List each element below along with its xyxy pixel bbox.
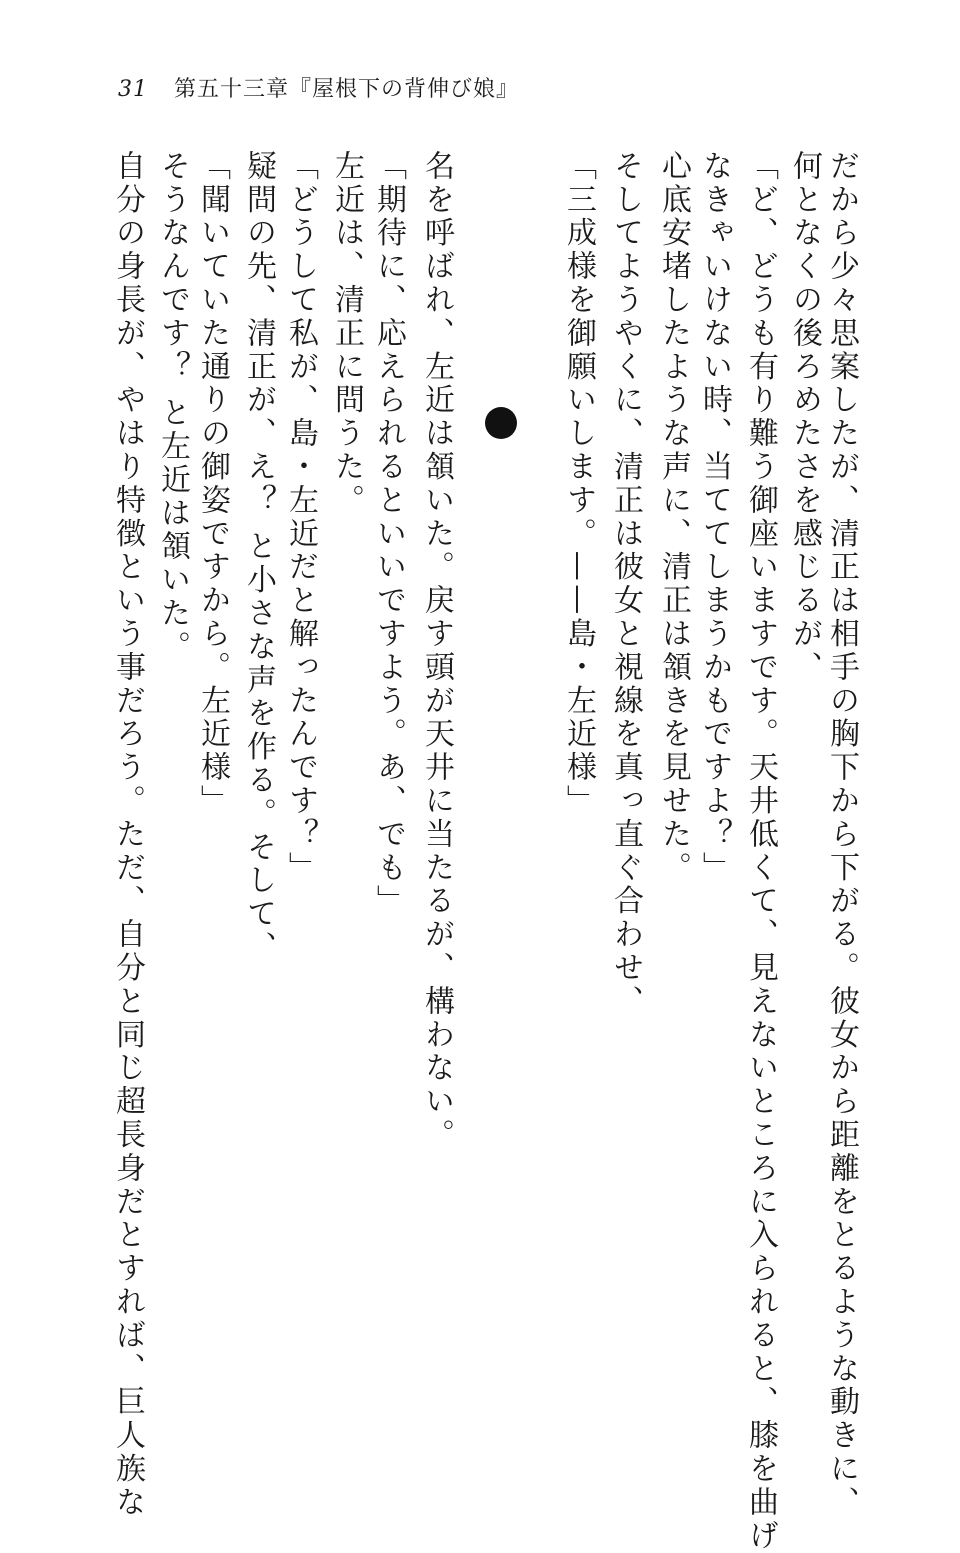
text-column: なきゃいけない時、当ててしまうかもですよ？」 xyxy=(697,150,732,885)
text-column: 疑問の先、清正が、え？ と小さな声を作る。そして、 xyxy=(241,150,276,965)
text-column: 自分の身長が、やはり特徴という事だろう。ただ、自分と同じ超長身だとすれば、巨人族な xyxy=(110,150,145,1520)
running-header xyxy=(118,72,519,103)
page-number: 31 xyxy=(118,77,148,102)
text-column: 「ど、どうも有り難う御座いますです。天井低くて、見えないところに入られると、膝を曲げ xyxy=(743,150,778,1553)
text-column: そしてようやくに、清正は彼女と視線を真っ直ぐ合わせ、 xyxy=(608,150,643,1019)
text-column: 名を呼ばれ、左近は頷いた。戻す頭が天井に当たるが、構わない。 xyxy=(419,150,454,1152)
text-column: 左近は、清正に問うた。 xyxy=(329,150,364,518)
text-column: そうなんです？ と左近は頷いた。 xyxy=(155,150,190,664)
section-break-mark xyxy=(485,407,517,439)
text-column: 心底安堵したような声に、清正は頷きを見せた。 xyxy=(656,150,691,885)
text-column: 「どうして私が、島・左近だと解ったんです？」 xyxy=(283,150,318,885)
text-column: 何となくの後ろめたさを感じるが、 xyxy=(787,150,822,685)
text-column: 「聞いていた通りの御姿ですから。左近様」 xyxy=(195,150,230,818)
text-column: 「期待に、応えられるといいですよう。あ、でも」 xyxy=(371,150,406,919)
text-column: 「三成様を御願いします。——島・左近様」 xyxy=(561,150,596,818)
chapter-title: 第五十三章『屋根下の背伸び娘』 xyxy=(174,77,520,102)
text-column: だから少々思案したが、清正は相手の胸下から下がる。彼女から距離をとるような動きに、 xyxy=(824,150,859,1520)
